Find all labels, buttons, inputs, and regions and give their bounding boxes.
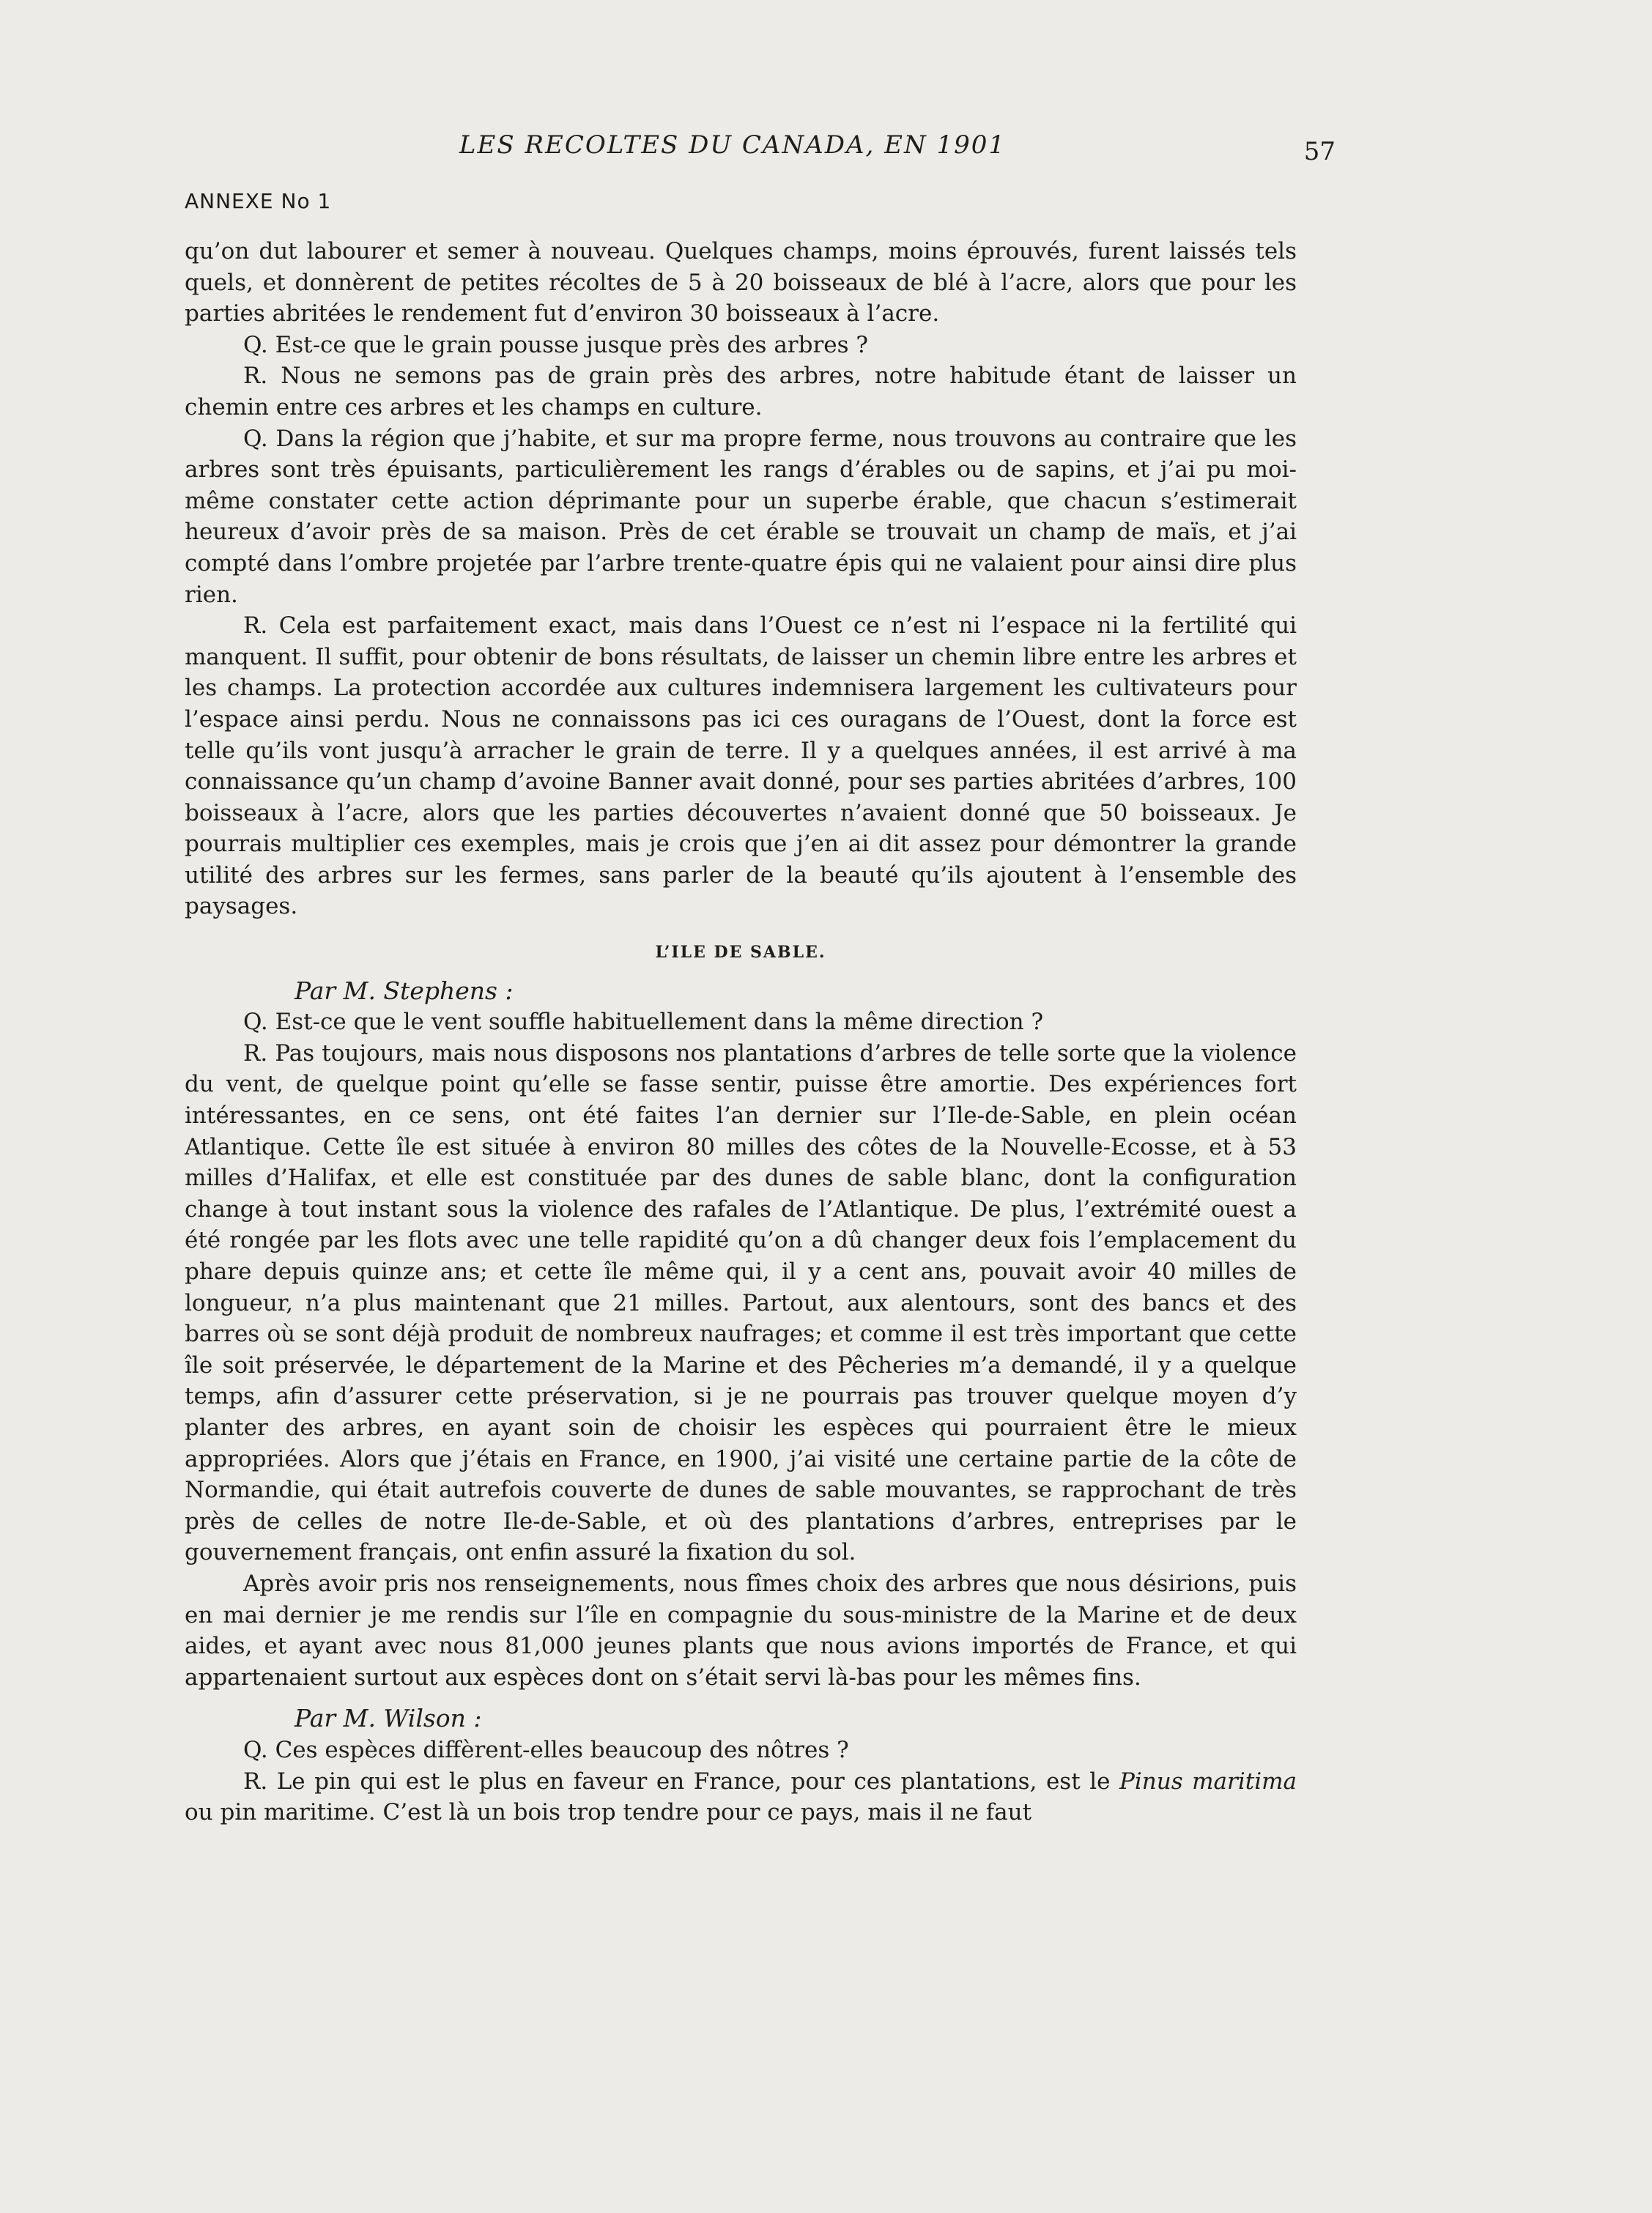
paragraph-continuation: qu’on dut labourer et semer à nouveau. Quelques champs, moins éprouvés, furent laissés tels quels, et donnèrent de petites récoltes de 5 à 20 boisseaux de blé à l’acre, alors que pour les parties abritées le rendement fut d’environ 30 boisseaux à l’acre. — [185, 238, 1297, 327]
question-paragraph: Q. Est-ce que le vent souffle habituellement dans la même direction ? — [243, 1009, 1044, 1036]
speaker-wilson: Par M. Wilson : — [295, 1704, 482, 1733]
answer-paragraph — [185, 1766, 1297, 1828]
body-text — [185, 236, 1297, 1828]
answer-text: R. Le pin qui est le plus en faveur en France, pour ces plantations, est le — [243, 1768, 1119, 1795]
page-number: 57 — [1303, 137, 1336, 166]
answer-paragraph: R. Nous ne semons pas de grain près des arbres, notre habitude étant de laisser un chemin entre ces arbres et les champs en culture. — [185, 363, 1297, 420]
answer-paragraph: R. Pas toujours, mais nous disposons nos plantations d’arbres de telle sorte que la violence du vent, de quelque point qu’elle se fasse sentir, puisse être amortie. Des expériences fort intéressantes, en ce sens, ont été faites l’an dernier sur l’Ile-de-Sable, en plein océan Atlantique. Cette île est située à environ 80 milles des côtes de la Nouvelle-Ecosse, et à 53 milles d’Halifax, et elle est constituée par des dunes de sable blanc, dont la configuration change à tout instant sous la violence des rafales de l’Atlantique. De plus, l’extrémité ouest a été rongée par les flots avec une telle rapidité qu’on a dû changer deux fois l’emplacement du phare depuis quinze ans; et cette île même qui, il y a cent ans, pouvait avoir 40 milles de longueur, n’a plus maintenant que 21 milles. Partout, aux alentours, sont des bancs et des barres où se sont déjà produit de nombreux naufrages; et comme il est très important que cette île soit préservée, le département de la Marine et des Pêcheries m’a demandé, il y a quelque temps, afin d’assurer cette préservation, si je ne pourrais pas trouver quelque moyen d’y planter des arbres, en ayant soin de choisir les espèces qui pourraient être le mieux appropriées. Alors que j’étais en France, en 1900, j’ai visité une certaine partie de la côte de Normandie, qui était autrefois couverte de dunes de sable mouvantes, se rapprochant de très près de celles de notre Ile-de-Sable, et où des plantations d’arbres, entreprises par le gouvernement français, ont enfin assuré la fixation du sol. — [185, 1039, 1297, 1566]
section-heading: L’ILE DE SABLE. — [655, 943, 826, 963]
answer-paragraph: R. Cela est parfaitement exact, mais dans l’Ouest ce n’est ni l’espace ni la fertilité qui manquent. Il suffit, pour obtenir de bons résultats, de laisser un chemin libre entre les arbres et les champs. La protection accordée aux cultures indemnisera largement les cultivateurs pour l’espace ainsi perdu. Nous ne connaissons pas ici ces ouragans de l’Ouest, dont la force est telle qu’ils vont jusqu’à arracher le grain de terre. Il y a quelques années, il est arrivé à ma connaissance qu’un champ d’avoine Banner avait donné, pour ses parties abritées d’arbres, 100 boisseaux à l’acre, alors que les parties découvertes n’avaient donné que 50 boisseaux. Je pourrais multiplier ces exemples, mais je crois que j’en ai dit assez pour démontrer la grande utilité des arbres sur les fermes, sans parler de la beauté qu’ils ajoutent à l’ensemble des paysages. — [185, 612, 1297, 920]
running-header-title: LES RECOLTES DU CANADA, EN 1901 — [459, 130, 1007, 160]
latin-name: Pinus maritima — [1119, 1768, 1297, 1795]
question-paragraph: Q. Ces espèces diffèrent-elles beaucoup des nôtres ? — [243, 1736, 849, 1763]
answer-paragraph-continued: Après avoir pris nos renseignements, nous fîmes choix des arbres que nous désirions, puis en mai dernier je me rendis sur l’île en compagnie du sous-ministre de la Marine et de deux aides, et ayant avec nous 81,000 jeunes plants que nous avions importés de France, et qui appartenaient surtout aux espèces dont on s’était servi là-bas pour les mêmes fins. — [185, 1570, 1297, 1691]
speaker-stephens: Par M. Stephens : — [295, 976, 514, 1005]
answer-text-end: ou pin maritime. C’est là un bois trop tendre pour ce pays, mais il ne faut — [185, 1799, 1032, 1826]
annex-label: ANNEXE No 1 — [185, 189, 332, 213]
question-paragraph: Q. Est-ce que le grain pousse jusque près des arbres ? — [243, 331, 869, 358]
question-paragraph: Q. Dans la région que j’habite, et sur ma propre ferme, nous trouvons au contraire que les arbres sont très épuisants, particulièrement les rangs d’érables ou de sapins, et j’ai pu moi-même constater cette action déprimante pour un superbe érable, que chacun s’estimerait heureux d’avoir près de sa maison. Près de cet érable se trouvait un champ de maïs, et j’ai compté dans l’ombre projetée par l’arbre trente-quatre épis qui ne valaient pour ainsi dire plus rien. — [185, 425, 1297, 608]
